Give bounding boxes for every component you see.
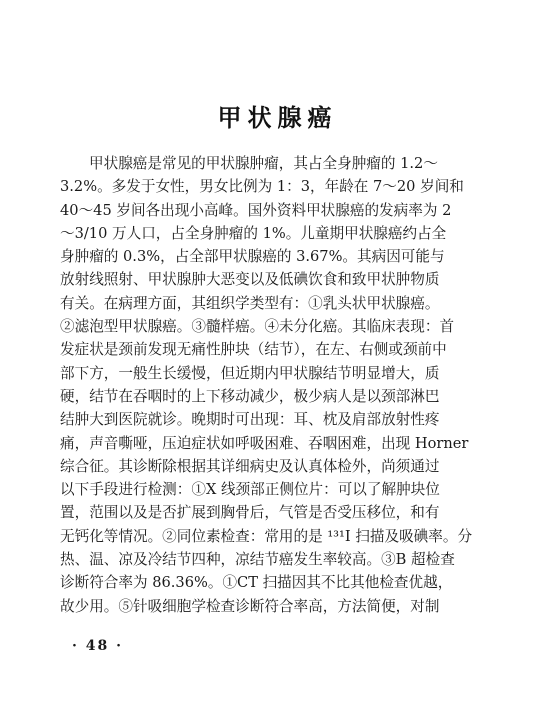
text-line: 甲状腺癌是常见的甲状腺肿瘤，其占全身肿瘤的 1.2～ <box>89 155 438 172</box>
text-line: 3.2%。多发于女性，男女比例为 1：3，年龄在 7～20 岁间和 <box>60 178 464 196</box>
text-line: 无钙化等情况。②同位素检查：常用的是 ¹³¹I 扫描及吸碘率。分 <box>60 527 473 545</box>
text-line: 综合征。其诊断除根据其详细病史及认真体检外，尚须通过 <box>60 457 440 475</box>
text-line: 40～45 岁间各出现小高峰。国外资料甲状腺癌的发病率为 2 <box>60 201 452 219</box>
text-line: ②滤泡型甲状腺癌。③髓样癌。④未分化癌。其临床表现：首 <box>60 318 455 336</box>
text-line: ～3/10 万人口，占全身肿瘤的 1%。儿童期甲状腺癌约占全 <box>60 224 447 242</box>
text-line: 部下方，一般生长缓慢，但近期内甲状腺结节明显增大，质 <box>60 364 440 382</box>
text-line: 诊断符合率为 86.36%。①CT 扫描因其不比其他检查优越， <box>60 574 453 592</box>
text-line: 痛，声音嘶哑，压迫症状如呼吸困难、吞咽困难，出现 Horner <box>60 434 469 452</box>
text-line: 硬，结节在吞咽时的上下移动减少，极少病人是以颈部淋巴 <box>60 387 440 405</box>
text-line: 置，范围以及是否扩展到胸骨后，气管是否受压移位，和有 <box>60 504 440 522</box>
text-line: 放射线照射、甲状腺肿大恶变以及低碘饮食和致甲状肿物质 <box>60 271 440 289</box>
page-number: · 48 · <box>72 638 123 654</box>
text-line: 身肿瘤的 0.3%，占全部甲状腺癌的 3.67%。其病因可能与 <box>60 248 445 266</box>
text-line: 故少用。⑤针吸细胞学检查诊断符合率高，方法简便，对制 <box>60 597 440 615</box>
page-title: 甲状腺癌 <box>217 104 338 132</box>
text-line: 有关。在病理方面，其组织学类型有：①乳头状甲状腺癌。 <box>60 294 440 312</box>
text-line: 热、温、凉及冷结节四种，凉结节癌发生率较高。③B 超检查 <box>60 551 455 569</box>
text-line: 以下手段进行检测：①X 线颈部正侧位片：可以了解肿块位 <box>60 481 440 499</box>
body-paragraph <box>60 152 522 618</box>
text-line: 发症状是颈前发现无痛性肿块（结节），在左、右侧或颈前中 <box>60 341 447 359</box>
text-line: 结肿大到医院就诊。晚期时可出现：耳、枕及肩部放射性疼 <box>60 411 440 429</box>
